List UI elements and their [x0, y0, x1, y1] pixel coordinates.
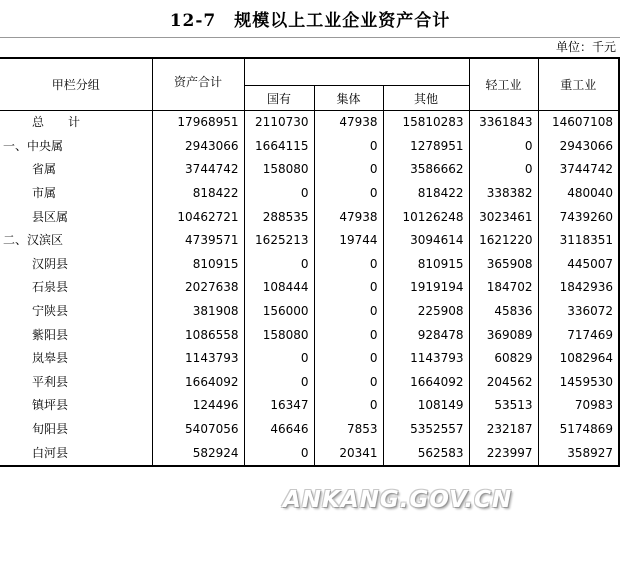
cell-heavy: 480040: [538, 182, 619, 206]
cell-other: 1143793: [383, 347, 469, 371]
title-divider: [0, 37, 620, 38]
row-name: 市属: [32, 186, 57, 201]
cell-collective: 0: [314, 182, 383, 206]
cell-light: 184702: [469, 276, 538, 300]
table-title: [0, 6, 620, 36]
cell-total: 381908: [152, 300, 244, 324]
cell-state: 288535: [244, 205, 314, 229]
row-name: 总 计: [32, 115, 81, 130]
cell-heavy: 1842936: [538, 276, 619, 300]
cell-other: 5352557: [383, 418, 469, 442]
cell-light: 369089: [469, 323, 538, 347]
row-name: 石泉县: [32, 280, 69, 295]
cell-state: 46646: [244, 418, 314, 442]
cell-other: 1919194: [383, 276, 469, 300]
cell-other: 810915: [383, 253, 469, 277]
cell-state: 0: [244, 441, 314, 466]
header-light-industry: 轻工业: [469, 58, 538, 111]
header-ownership-group: [244, 58, 469, 86]
table-row: [0, 182, 619, 206]
table-row: [0, 253, 619, 277]
cell-heavy: 3744742: [538, 158, 619, 182]
header-group: 甲栏分组: [0, 58, 152, 111]
cell-light: 365908: [469, 253, 538, 277]
table-row: [0, 418, 619, 442]
cell-total: 124496: [152, 394, 244, 418]
cell-light: 338382: [469, 182, 538, 206]
cell-other: 818422: [383, 182, 469, 206]
cell-other: 225908: [383, 300, 469, 324]
table-row: [0, 394, 619, 418]
cell-other: 3094614: [383, 229, 469, 253]
cell-collective: 0: [314, 394, 383, 418]
cell-state: 0: [244, 182, 314, 206]
cell-state: 158080: [244, 323, 314, 347]
cell-collective: 19744: [314, 229, 383, 253]
table-row: [0, 323, 619, 347]
cell-total: 2027638: [152, 276, 244, 300]
cell-total: 810915: [152, 253, 244, 277]
cell-light: 45836: [469, 300, 538, 324]
cell-light: 0: [469, 158, 538, 182]
cell-total: 2943066: [152, 135, 244, 159]
cell-total: 1086558: [152, 323, 244, 347]
site-watermark: ANKANG.GOV.CN: [283, 487, 513, 513]
table-row: [0, 111, 619, 135]
cell-total: 5407056: [152, 418, 244, 442]
cell-heavy: 358927: [538, 441, 619, 466]
header-collective: 集体: [314, 86, 383, 111]
assets-table: [0, 57, 620, 467]
cell-other: 1664092: [383, 371, 469, 395]
header-other: 其他: [383, 86, 469, 111]
table-row: [0, 158, 619, 182]
row-name: 县区属: [32, 209, 69, 224]
cell-collective: 0: [314, 253, 383, 277]
cell-light: 204562: [469, 371, 538, 395]
cell-collective: 0: [314, 158, 383, 182]
cell-total: 17968951: [152, 111, 244, 135]
cell-total: 818422: [152, 182, 244, 206]
cell-state: 108444: [244, 276, 314, 300]
cell-light: 232187: [469, 418, 538, 442]
cell-state: 0: [244, 253, 314, 277]
cell-light: 3361843: [469, 111, 538, 135]
cell-total: 4739571: [152, 229, 244, 253]
cell-heavy: 336072: [538, 300, 619, 324]
cell-collective: 0: [314, 371, 383, 395]
cell-collective: 0: [314, 276, 383, 300]
cell-state: 1664115: [244, 135, 314, 159]
table-row: [0, 135, 619, 159]
table-row: [0, 205, 619, 229]
cell-state: 2110730: [244, 111, 314, 135]
cell-collective: 0: [314, 323, 383, 347]
cell-collective: 7853: [314, 418, 383, 442]
table-row: [0, 347, 619, 371]
table-number: 12-7: [169, 11, 217, 31]
cell-other: 10126248: [383, 205, 469, 229]
row-name: 汉阴县: [32, 256, 69, 271]
cell-collective: 0: [314, 300, 383, 324]
cell-heavy: 3118351: [538, 229, 619, 253]
table-title-text: 规模以上工业企业资产合计: [234, 11, 451, 31]
cell-heavy: 1082964: [538, 347, 619, 371]
cell-other: 928478: [383, 323, 469, 347]
cell-collective: 0: [314, 347, 383, 371]
cell-total: 10462721: [152, 205, 244, 229]
cell-other: 15810283: [383, 111, 469, 135]
table-row: [0, 371, 619, 395]
cell-collective: 20341: [314, 441, 383, 466]
header-heavy-industry: 重工业: [538, 58, 619, 111]
cell-heavy: 70983: [538, 394, 619, 418]
cell-state: 158080: [244, 158, 314, 182]
table-row: [0, 441, 619, 466]
cell-heavy: 717469: [538, 323, 619, 347]
cell-total: 1664092: [152, 371, 244, 395]
unit-label: 单位：千元: [555, 40, 616, 54]
row-name: 宁陕县: [32, 304, 69, 319]
row-name: 二、汉滨区: [3, 233, 64, 248]
row-name: 岚皋县: [32, 351, 69, 366]
row-name: 一、中央属: [3, 138, 64, 153]
row-name: 省属: [32, 162, 57, 177]
row-name: 白河县: [0, 441, 152, 466]
cell-other: 562583: [383, 441, 469, 466]
cell-light: 3023461: [469, 205, 538, 229]
cell-light: 1621220: [469, 229, 538, 253]
cell-light: 223997: [469, 441, 538, 466]
cell-collective: 47938: [314, 111, 383, 135]
cell-heavy: 14607108: [538, 111, 619, 135]
cell-other: 3586662: [383, 158, 469, 182]
row-name: 紫阳县: [32, 327, 69, 342]
row-name: 镇坪县: [32, 398, 69, 413]
cell-heavy: 2943066: [538, 135, 619, 159]
cell-heavy: 445007: [538, 253, 619, 277]
row-name: 平利县: [32, 374, 69, 389]
cell-state: 0: [244, 371, 314, 395]
cell-state: 156000: [244, 300, 314, 324]
cell-state: 16347: [244, 394, 314, 418]
cell-other: 108149: [383, 394, 469, 418]
cell-light: 60829: [469, 347, 538, 371]
cell-collective: 0: [314, 135, 383, 159]
cell-state: 1625213: [244, 229, 314, 253]
cell-total: 3744742: [152, 158, 244, 182]
cell-light: 53513: [469, 394, 538, 418]
cell-state: 0: [244, 347, 314, 371]
header-state-owned: 国有: [244, 86, 314, 111]
cell-collective: 47938: [314, 205, 383, 229]
table-row: [0, 229, 619, 253]
cell-light: 0: [469, 135, 538, 159]
cell-heavy: 5174869: [538, 418, 619, 442]
cell-heavy: 7439260: [538, 205, 619, 229]
cell-other: 1278951: [383, 135, 469, 159]
cell-heavy: 1459530: [538, 371, 619, 395]
table-row: [0, 300, 619, 324]
cell-total: 1143793: [152, 347, 244, 371]
table-row: [0, 276, 619, 300]
cell-total: 582924: [152, 441, 244, 466]
row-name: 旬阳县: [32, 422, 69, 437]
header-total-assets: 资产合计: [152, 58, 244, 111]
